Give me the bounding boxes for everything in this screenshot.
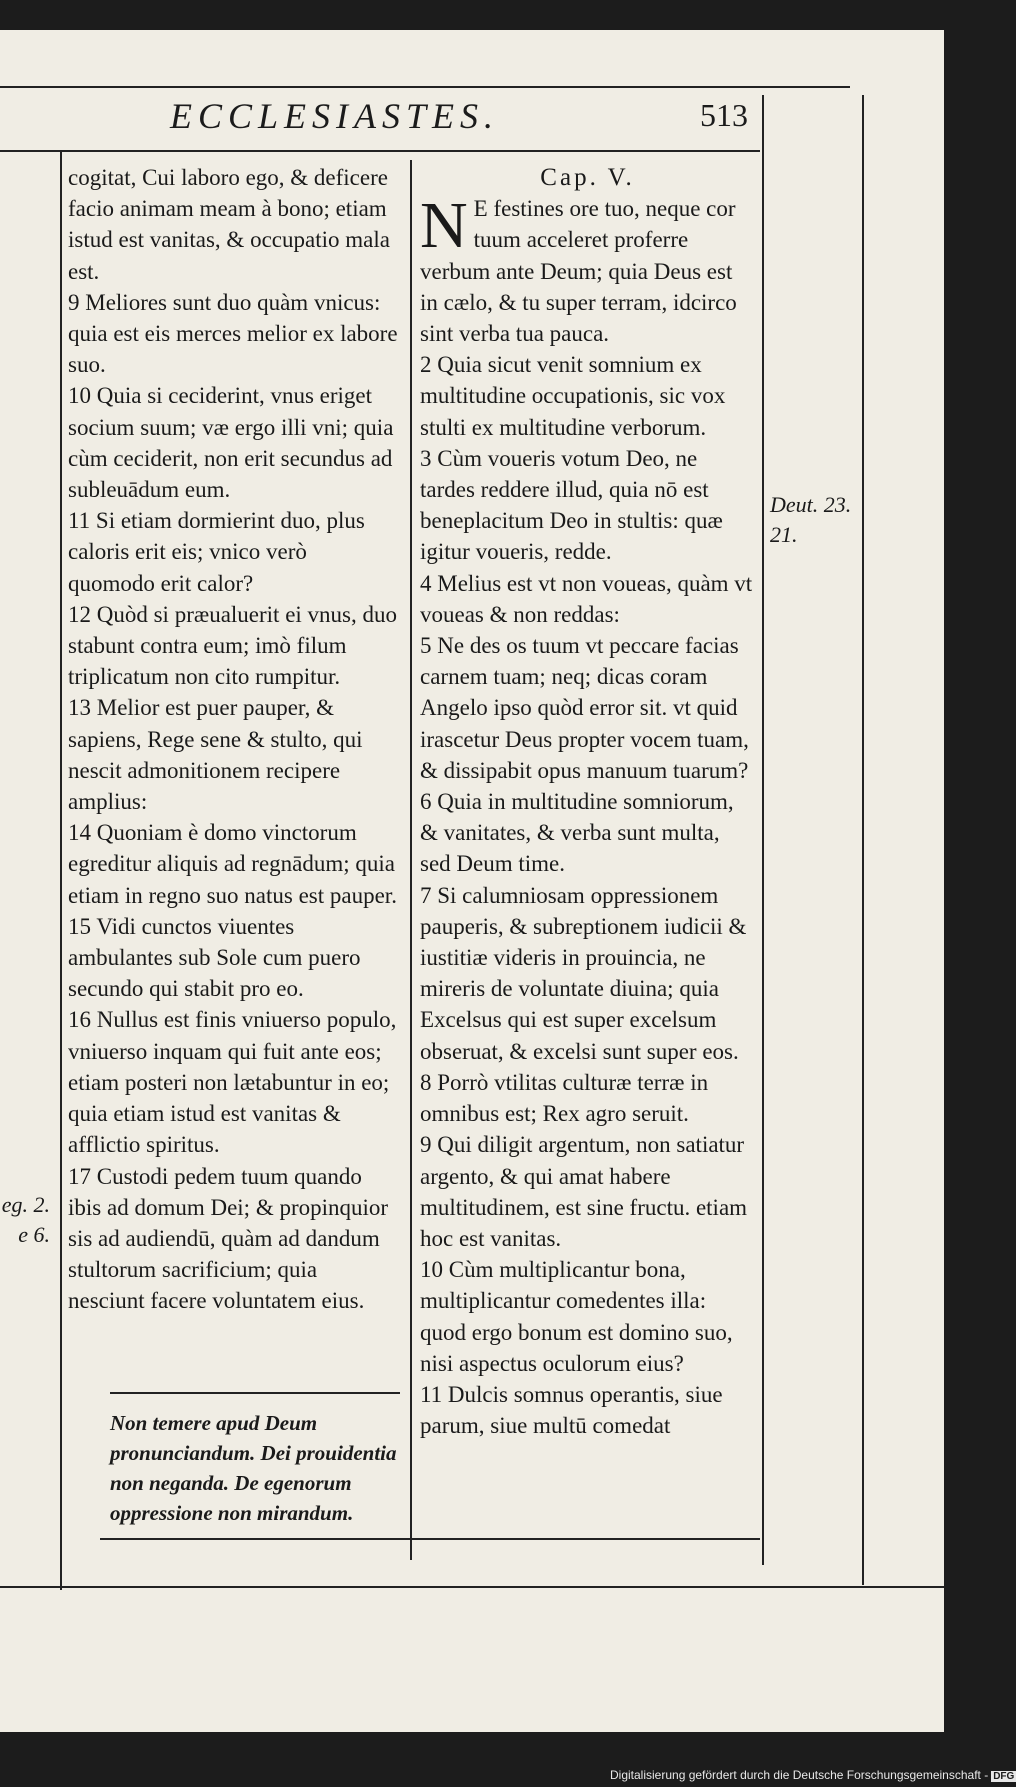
- margin-reference: Deut. 23. 21.: [770, 492, 852, 547]
- digitization-credit: [610, 1768, 1016, 1782]
- verse: 3 Cùm voueris votum Deo, ne tardes reddere illud, quia nō est beneplacitum Deo in stultis: quæ igitur voueris, redde.: [420, 445, 723, 565]
- page-header: [0, 95, 760, 135]
- margin-reference-left: eg. 2. e 6.: [1, 1192, 50, 1247]
- verse: cogitat, Cui laboro ego, & deficere facio animam meam à bono; etiam istud est vanitas, & occupatio mala est.: [68, 165, 390, 284]
- right-border-rule: [762, 95, 764, 1565]
- header-rule: [0, 150, 760, 152]
- verse-first: [420, 189, 755, 349]
- verse: 7 Si calumniosam oppressionem pauperis, & subreptionem iudicii & iustitiæ videris in prouincia, ne mireris de voluntate diuina; quia Excelsus qui est super excelsum obseruat, & excelsi sunt super eos.: [420, 882, 747, 1064]
- drop-cap: N: [420, 189, 468, 263]
- verse: 17 Custodi pedem tuum quando ibis ad domum Dei; & propinquior sis ad audiendū, quàm ad dandum stultorum sacrificium; quia nesciunt facere voluntatem eius.: [68, 1163, 389, 1314]
- verse: 13 Melior est puer pauper, & sapiens, Rege sene & stulto, qui nescit admonitionem recipere amplius:: [68, 695, 363, 815]
- verse: 14 Quoniam è domo vinctorum egreditur aliquis ad regnādum; quia etiam in regno suo natus est pauper.: [68, 820, 397, 908]
- verse: 6 Quia in multitudine somniorum, & vanitates, & verba sunt multa, sed Deum time.: [420, 789, 734, 877]
- credit-text: Digitalisierung gefördert durch die Deutsche Forschungsgemeinschaft -: [610, 1768, 989, 1782]
- running-title: ECCLESIASTES.: [170, 96, 500, 136]
- verse: 9 Qui diligit argentum, non satiatur argento, & qui amat habere multitudinem, est sine fructu. etiam hoc est vanitas.: [420, 1132, 748, 1251]
- verse: 8 Porrò vtilitas culturæ terræ in omnibus est; Rex agro seruit.: [420, 1069, 709, 1127]
- outer-margin-rule: [862, 95, 864, 1585]
- bottom-rule: [100, 1538, 760, 1540]
- verse: 11 Si etiam dormierint duo, plus caloris erit eis; vnico verò quomodo erit calor?: [68, 508, 365, 596]
- page-bottom-rule: [0, 1586, 944, 1588]
- dfg-logo: DFG: [993, 1771, 1015, 1782]
- right-column: [420, 162, 755, 1441]
- top-rule: [0, 86, 850, 88]
- verse: 5 Ne des os tuum vt peccare facias carnem tuam; neq; dicas coram Angelo ipso quòd error sit. vt quid irascetur Deus propter vocem tuam, & dissipabit opus manuum tuarum?: [420, 633, 749, 783]
- verse: 10 Quia si ceciderint, vnus eriget socium suum; væ ergo illi vni; quia cùm ceciderit, non erit secundus ad subleuādum eum.: [68, 383, 394, 503]
- chapter-title: Cap. V.: [540, 164, 635, 191]
- page-number: 513: [700, 97, 748, 133]
- verse: 15 Vidi cunctos viuentes ambulantes sub Sole cum puero secundo qui stabit pro eo.: [68, 913, 361, 1002]
- column-divider: [410, 160, 412, 1560]
- verse: 16 Nullus est finis vniuerso populo, vniuerso inquam qui fuit ante eos; etiam posteri non lætabuntur in eo; quia etiam istud est vanitas & afflictio spiritus.: [68, 1007, 397, 1158]
- verse: 12 Quòd si præualuerit ei vnus, duo stabunt contra eum; imò filum triplicatum non cito rumpitur.: [68, 601, 397, 690]
- chapter-summary: Non temere apud Deum pronunciandum. Dei prouidentia non neganda. De egenorum oppressione non mirandum.: [110, 1411, 397, 1525]
- left-column: [68, 162, 398, 1317]
- verse-text: E festines ore tuo, neque cor tuum acceleret proferre verbum ante Deum; quia Deus est in cælo, & tu super terram, idcirco sint verba tua pauca.: [420, 196, 737, 347]
- verse: 9 Meliores sunt duo quàm vnicus: quia est eis merces melior ex labore suo.: [68, 289, 398, 378]
- left-border-rule: [60, 150, 62, 1590]
- verse: 11 Dulcis somnus operantis, siue parum, siue multū comedat: [420, 1381, 723, 1439]
- verse: 2 Quia sicut venit somnium ex multitudine occupationis, sic vox stulti ex multitudine verborum.: [420, 352, 726, 440]
- verse: 4 Melius est vt non voueas, quàm vt voueas & non reddas:: [420, 570, 753, 627]
- verse: 10 Cùm multiplicantur bona, multiplicantur comedentes illa: quod ergo bonum est domino suo, nisi aspectus oculorum eius?: [420, 1257, 733, 1376]
- summary-separator: [110, 1392, 400, 1394]
